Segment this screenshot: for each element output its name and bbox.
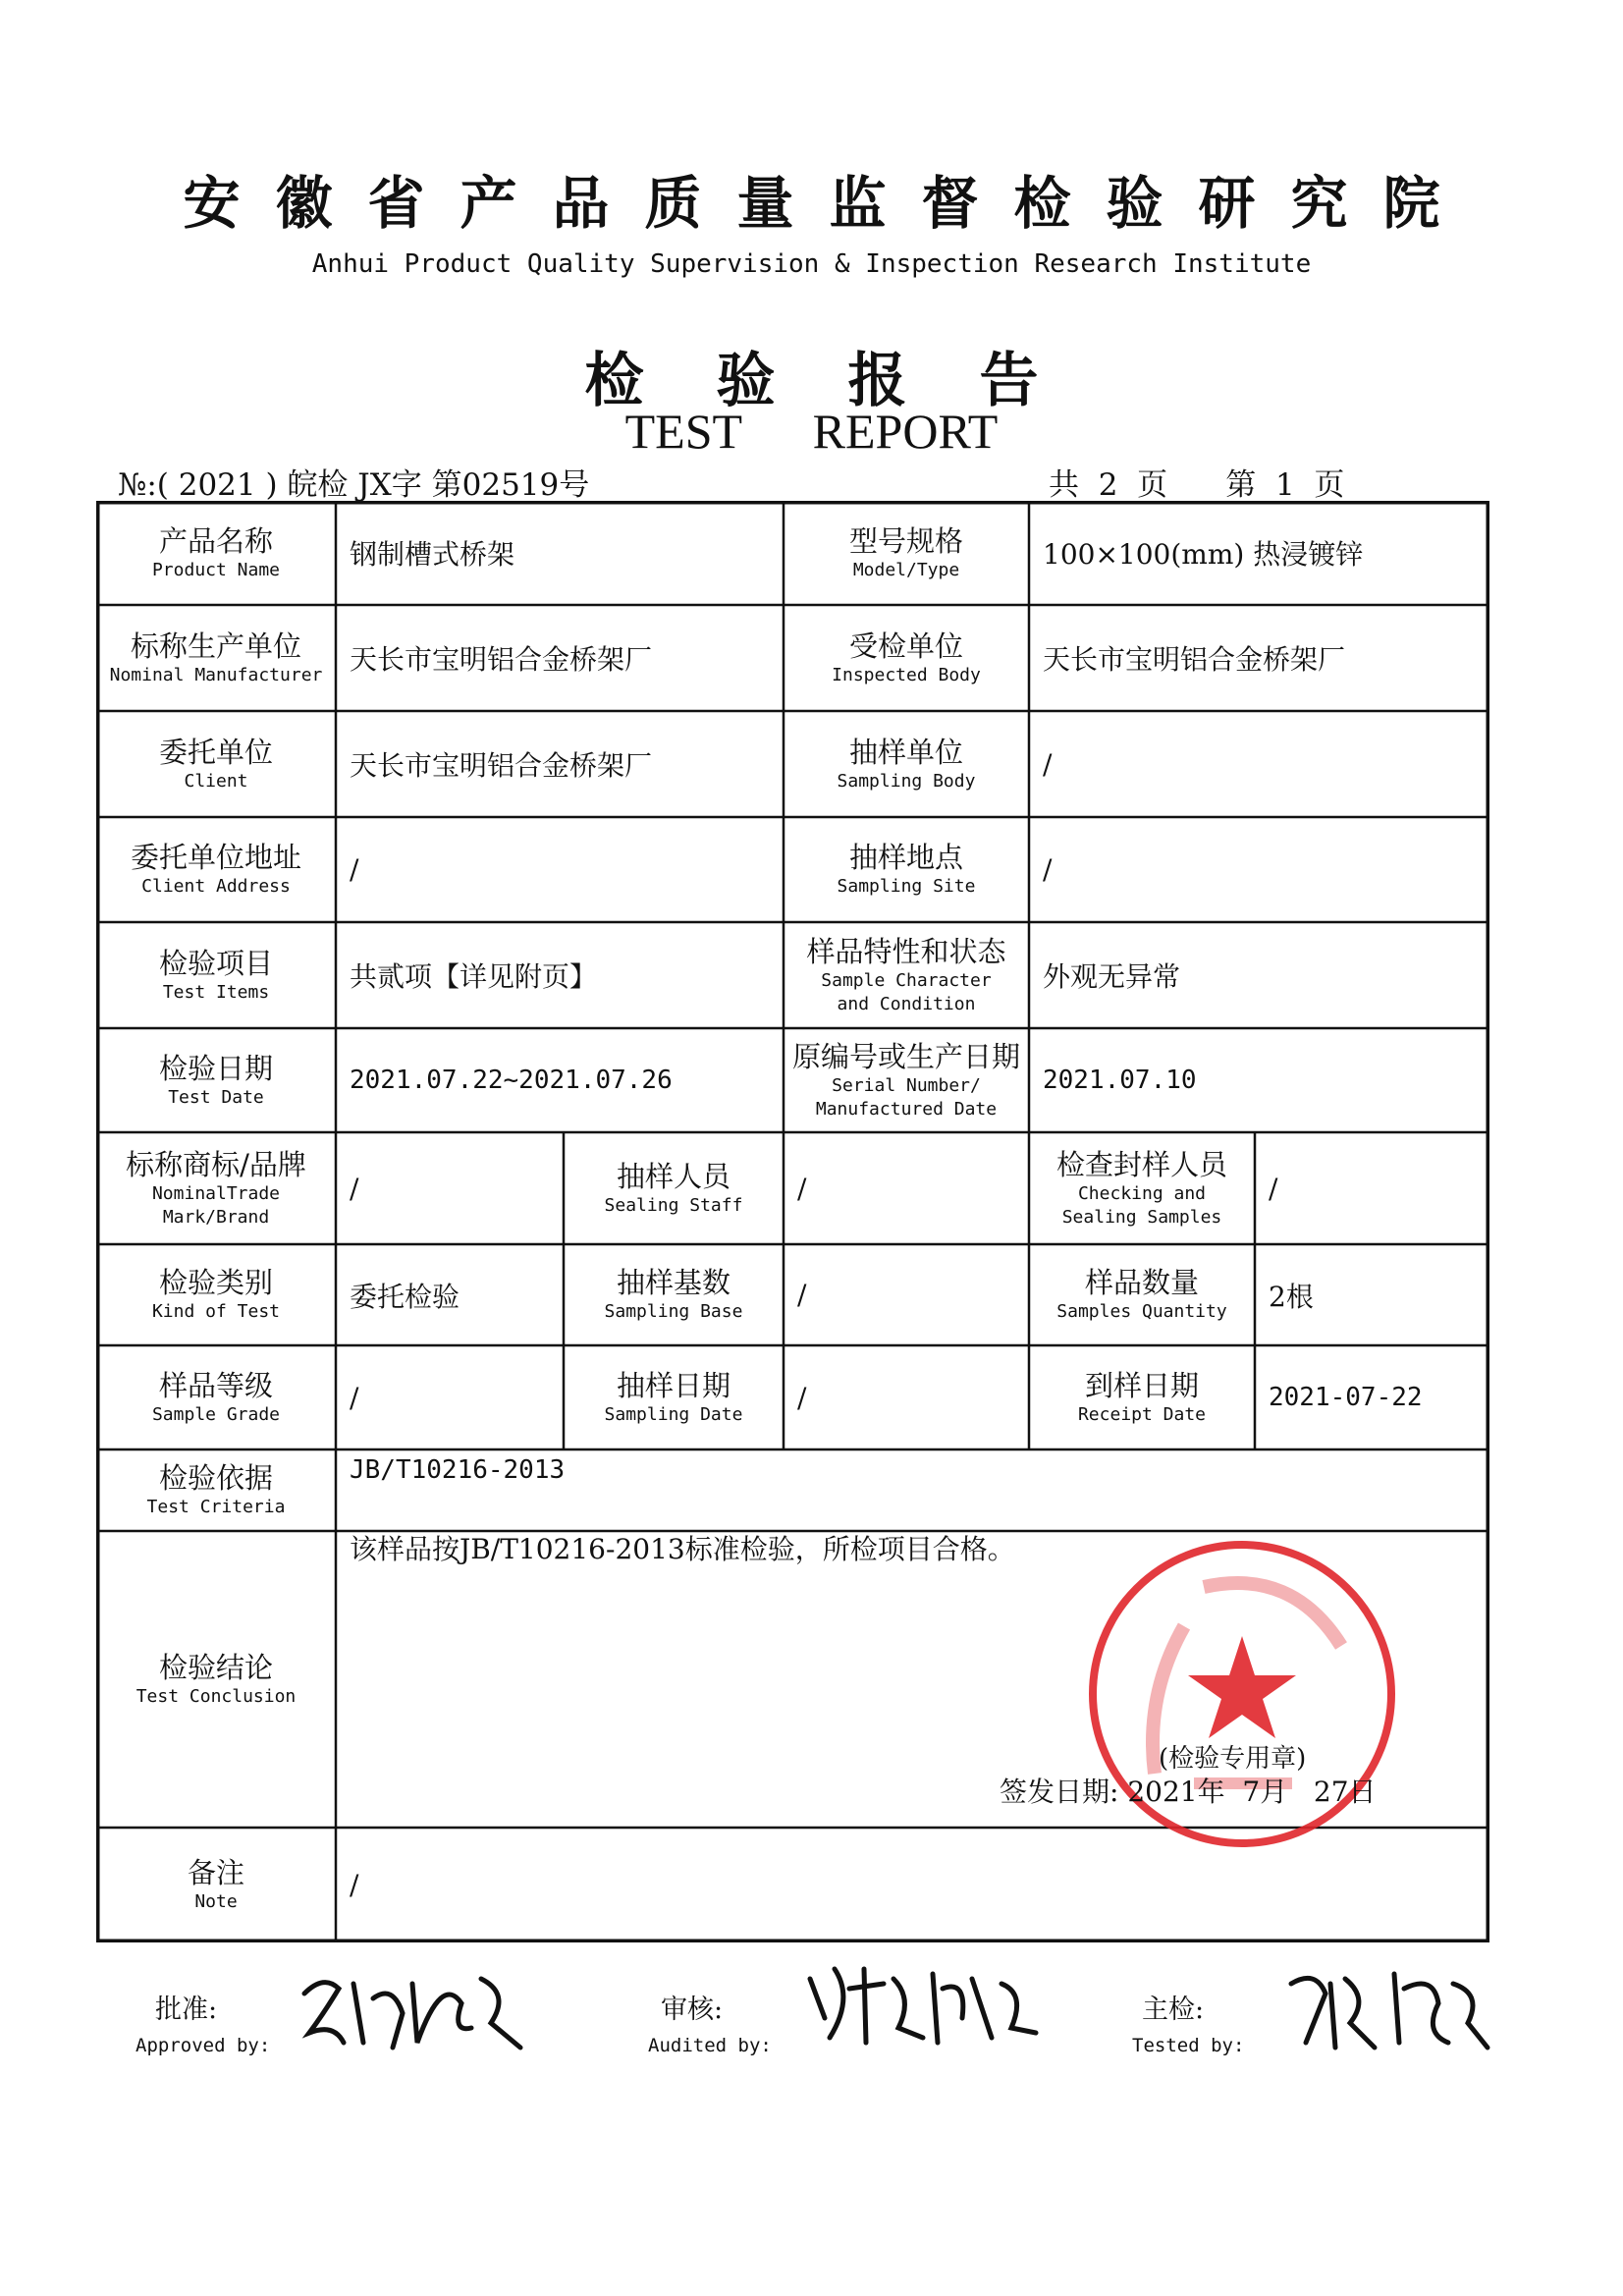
sampling-date-label: 抽样日期 Sampling Date (604, 1368, 743, 1425)
samples-quantity-value: 2根 (1269, 1280, 1314, 1313)
model-type-label: 型号规格 Model/Type (848, 523, 963, 580)
sampling-site-value: / (1043, 853, 1053, 886)
conclusion-label: 检验结论 Test Conclusion (135, 1650, 297, 1707)
inspected-body-value: 天长市宝明铝合金桥架厂 (1043, 643, 1346, 676)
trade-mark-value: / (350, 1172, 359, 1205)
sampling-body-label: 抽样单位 Sampling Body (837, 735, 976, 792)
approved-label-en: Approved by: (135, 2035, 271, 2056)
sample-grade-value: / (350, 1381, 359, 1414)
report-title-cn: 检验报告 (584, 347, 1111, 415)
sampling-site-label: 抽样地点 Sampling Site (837, 841, 976, 898)
trade-mark-label: 标称商标/品牌 NominalTrade Mark/Brand (126, 1147, 306, 1229)
samples-quantity-label: 样品数量 Samples Quantity (1056, 1266, 1227, 1323)
sampling-staff-label: 抽样人员 Sealing Staff (604, 1159, 743, 1216)
client-address-label: 委托单位地址 Client Address (130, 841, 301, 898)
tested-label: 主检: (1142, 1995, 1205, 2025)
test-criteria-label: 检验依据 Test Criteria (146, 1461, 286, 1518)
test-items-label: 检验项目 Test Items (158, 946, 273, 1003)
test-date-label: 检验日期 Test Date (158, 1051, 273, 1108)
audited-label: 审核: (661, 1995, 724, 2025)
note-label: 备注 Note (187, 1856, 244, 1913)
report-title-en: TEST REPORT (624, 404, 999, 459)
test-items-value: 共贰项【详见附页】 (350, 960, 598, 993)
sampling-base-label: 抽样基数 Sampling Base (604, 1266, 743, 1323)
serial-number-label: 原编号或生产日期 Serial Number/ Manufactured Date (791, 1039, 1020, 1121)
approved-signature (285, 1954, 540, 2062)
sampling-base-value: / (797, 1279, 807, 1311)
sample-grade-label: 样品等级 Sample Grade (151, 1368, 281, 1425)
checking-sealing-value: / (1269, 1172, 1278, 1205)
product-name-value: 钢制槽式桥架 (350, 538, 515, 571)
test-date-value: 2021.07.22~2021.07.26 (350, 1066, 673, 1095)
sample-character-label: 样品特性和状态 Sample Character and Condition (806, 934, 1006, 1015)
report-number: №:( 2021 ) 皖检 JX字 第02519号 (118, 467, 590, 503)
audited-signature (795, 1949, 1051, 2057)
inspected-body-label: 受检单位 Inspected Body (832, 629, 981, 685)
kind-of-test-value: 委托检验 (350, 1280, 460, 1313)
client-address-value: / (350, 853, 359, 886)
checking-sealing-label: 检查封样人员 Checking and Sealing Samples (1055, 1147, 1227, 1229)
tested-label-en: Tested by: (1132, 2035, 1245, 2056)
audited-label-en: Audited by: (648, 2035, 772, 2056)
tested-signature (1276, 1954, 1502, 2062)
note-value: / (350, 1869, 359, 1901)
institute-name-cn: 安徽省产品质量监督检验研究院 (183, 170, 1476, 237)
client-label: 委托单位 Client (158, 735, 273, 792)
sampling-body-value: / (1043, 747, 1053, 781)
test-criteria-value: JB/T10216-2013 (350, 1455, 566, 1485)
model-type-value: 100×100(mm) 热浸镀锌 (1043, 538, 1364, 571)
sampling-staff-value: / (797, 1172, 807, 1205)
approved-label: 批准: (155, 1995, 218, 2025)
page-count: 共 2 页 第 1 页 (1049, 467, 1345, 503)
issue-date: 签发日期: 2021年 7月 27日 (1000, 1776, 1377, 1808)
receipt-date-value: 2021-07-22 (1269, 1383, 1423, 1412)
institute-name-en: Anhui Product Quality Supervision & Inspection Research Institute (311, 249, 1312, 279)
product-name-label: 产品名称 Product Name (151, 523, 281, 580)
receipt-date-label: 到样日期 Receipt Date (1077, 1368, 1207, 1425)
kind-of-test-label: 检验类别 Kind of Test (151, 1266, 281, 1323)
manufacturer-label: 标称生产单位 Nominal Manufacturer (109, 629, 323, 685)
manufacturer-value: 天长市宝明铝合金桥架厂 (350, 643, 653, 676)
serial-number-value: 2021.07.10 (1043, 1066, 1197, 1095)
conclusion-text: 该样品按JB/T10216-2013标准检验，所检项目合格。 (350, 1533, 1015, 1565)
sampling-date-value: / (797, 1381, 807, 1414)
seal-note: (检验专用章) (1159, 1744, 1307, 1774)
sample-character-value: 外观无异常 (1043, 960, 1181, 993)
client-value: 天长市宝明铝合金桥架厂 (350, 749, 653, 782)
